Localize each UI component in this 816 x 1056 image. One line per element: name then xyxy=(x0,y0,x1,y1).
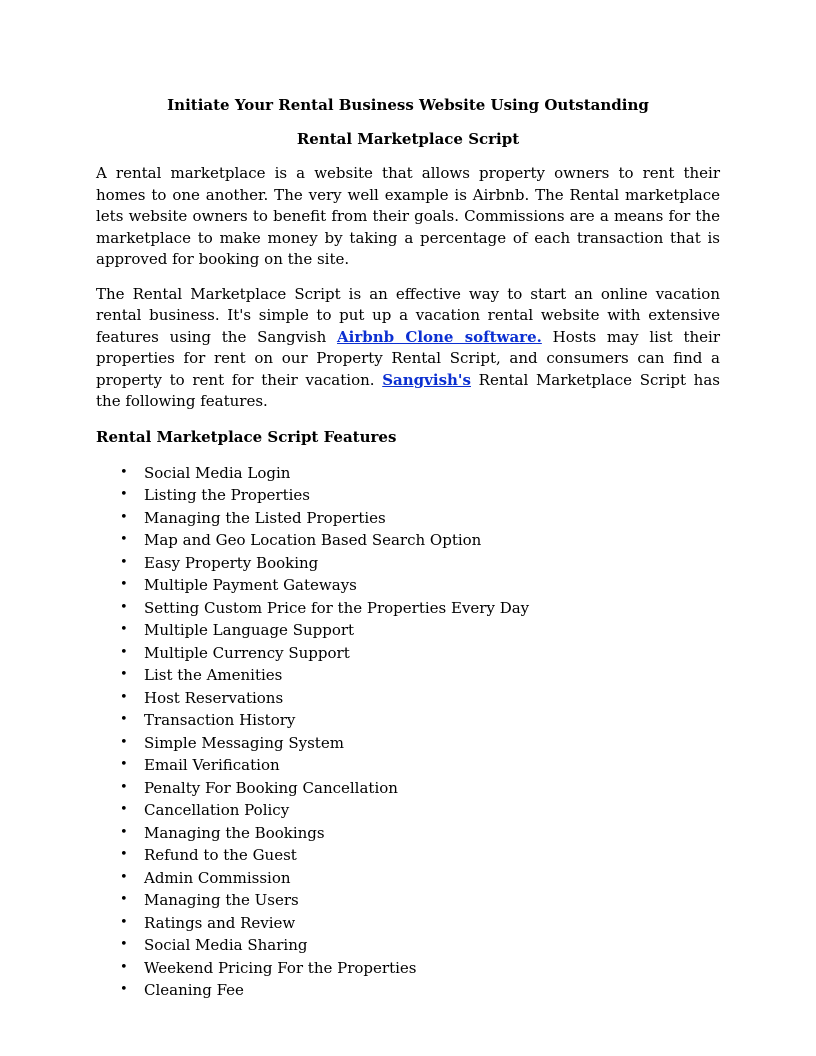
features-heading: Rental Marketplace Script Features xyxy=(96,427,397,446)
feature-label: Penalty For Booking Cancellation xyxy=(144,778,398,797)
feature-list-item xyxy=(96,754,720,777)
bullet-icon: • xyxy=(120,622,128,637)
feature-label: Social Media Login xyxy=(144,463,291,482)
feature-label: Cancellation Policy xyxy=(144,801,290,819)
script-paragraph-text-3: Rental Marketplace Script has the following features. xyxy=(96,370,720,410)
bullet-icon: • xyxy=(120,847,128,862)
feature-list-item xyxy=(96,709,720,732)
feature-list-item xyxy=(96,619,720,642)
bullet-icon: • xyxy=(120,937,128,952)
bullet-icon: • xyxy=(120,689,128,705)
feature-list-item xyxy=(96,664,720,687)
feature-label: Listing the Properties xyxy=(144,486,310,504)
bullet-icon: • xyxy=(120,914,128,930)
feature-label: Refund to the Guest xyxy=(144,846,297,864)
feature-list-item xyxy=(96,597,720,620)
feature-label: Cleaning Fee xyxy=(144,981,244,999)
bullet-icon: • xyxy=(120,509,128,525)
feature-list-item xyxy=(96,934,720,957)
bullet-icon: • xyxy=(120,824,128,840)
features-list xyxy=(96,462,720,1002)
bullet-icon: • xyxy=(120,464,128,480)
feature-list-item xyxy=(96,822,720,845)
feature-list-item xyxy=(96,889,720,912)
bullet-icon: • xyxy=(120,487,128,502)
feature-label: Host Reservations xyxy=(144,688,284,707)
bullet-icon: • xyxy=(120,982,128,997)
feature-label: Managing the Users xyxy=(144,891,299,909)
feature-label: List the Amenities xyxy=(144,666,283,684)
sangvish-link[interactable]: Sangvish's xyxy=(382,370,471,389)
feature-label: Social Media Sharing xyxy=(144,936,308,954)
feature-list-item xyxy=(96,777,720,800)
feature-label: Multiple Language Support xyxy=(144,621,355,639)
bullet-icon: • xyxy=(120,644,128,660)
script-paragraph-text-2: Hosts may list their properties for rent on our Property Rental Script, and consumers can find a property to rent for their vacation. xyxy=(96,327,720,389)
document-title-line1: Initiate Your Rental Business Website Using Outstanding xyxy=(167,96,649,114)
script-paragraph-text-1: The Rental Marketplace Script is an effective way to start an online vacation rental business. It's simple to put up a vacation rental website with extensive features using the Sangvish xyxy=(96,284,720,346)
bullet-icon: • xyxy=(120,554,128,570)
bullet-icon: • xyxy=(120,959,128,975)
airbnb-clone-link[interactable]: Airbnb Clone software. xyxy=(337,327,542,346)
feature-label: Multiple Payment Gateways xyxy=(144,576,357,594)
bullet-icon: • xyxy=(120,757,128,772)
script-paragraph xyxy=(96,284,720,413)
feature-list-item xyxy=(96,687,720,710)
feature-list-item xyxy=(96,642,720,665)
bullet-icon: • xyxy=(120,802,128,817)
feature-label: Easy Property Booking xyxy=(144,553,319,572)
feature-label: Transaction History xyxy=(144,711,296,729)
feature-list-item xyxy=(96,529,720,552)
feature-label: Managing the Listed Properties xyxy=(144,508,386,527)
bullet-icon: • xyxy=(120,667,128,682)
feature-list-item xyxy=(96,484,720,507)
feature-label: Managing the Bookings xyxy=(144,823,325,842)
intro-paragraph: A rental marketplace is a website that allows property owners to rent their homes to one another. The very well example is Airbnb. The Rental marketplace lets website owners to benefit from their goals. Commissions are a means for the marketplace to make money by taking a percentage of each transaction that is approved for booking on the site. xyxy=(96,164,720,268)
feature-list-item xyxy=(96,732,720,755)
feature-list-item xyxy=(96,867,720,890)
feature-label: Map and Geo Location Based Search Option xyxy=(144,531,482,549)
document-title-line2: Rental Marketplace Script xyxy=(296,130,520,148)
bullet-icon: • xyxy=(120,532,128,547)
feature-list-item xyxy=(96,552,720,575)
feature-list-item xyxy=(96,957,720,980)
feature-list-item xyxy=(96,574,720,597)
bullet-icon: • xyxy=(120,712,128,727)
bullet-icon: • xyxy=(120,599,128,615)
feature-list-item xyxy=(96,462,720,485)
feature-list-item xyxy=(96,799,720,822)
bullet-icon: • xyxy=(120,892,128,907)
feature-label: Email Verification xyxy=(144,756,280,774)
feature-label: Multiple Currency Support xyxy=(144,643,350,662)
feature-list-item xyxy=(96,912,720,935)
feature-label: Simple Messaging System xyxy=(144,733,344,752)
feature-label: Setting Custom Price for the Properties Every Day xyxy=(144,598,530,617)
bullet-icon: • xyxy=(120,779,128,795)
feature-list-item xyxy=(96,507,720,530)
bullet-icon: • xyxy=(120,734,128,750)
feature-list-item xyxy=(96,979,720,1002)
feature-list-item xyxy=(96,844,720,867)
bullet-icon: • xyxy=(120,869,128,885)
feature-label: Weekend Pricing For the Properties xyxy=(144,958,417,977)
document-page xyxy=(96,94,720,1002)
feature-label: Ratings and Review xyxy=(144,913,296,932)
bullet-icon: • xyxy=(120,577,128,592)
feature-label: Admin Commission xyxy=(144,868,291,887)
